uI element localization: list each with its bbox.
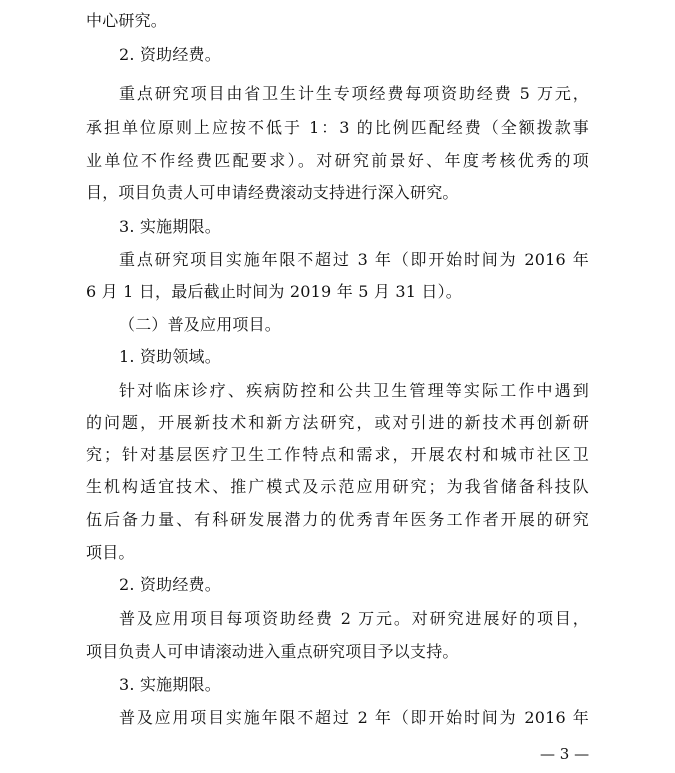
text-line: 普及应用项目每项资助经费 2 万元。对研究进展好的项目，: [119, 609, 589, 628]
text-line: 目，项目负责人可申请经费滚动支持进行深入研究。: [86, 183, 459, 202]
section-heading: 2. 资助经费。: [119, 45, 221, 64]
text-line: 6 月 1 日，最后截止时间为 2019 年 5 月 31 日）。: [86, 282, 462, 301]
subsection-heading: （二）普及应用项目。: [119, 315, 282, 334]
text-line: 伍后备力量、有科研发展潜力的优秀青年医务工作者开展的研究: [86, 510, 589, 529]
text-line: 承担单位原则上应按不低于 1：3 的比例匹配经费（全额拨款事: [86, 118, 589, 137]
text-line: 中心研究。: [86, 11, 168, 30]
section-heading: 3. 实施期限。: [119, 675, 221, 694]
text-line: 项目负责人可申请滚动进入重点研究项目予以支持。: [86, 642, 459, 661]
section-heading: 2. 资助经费。: [119, 575, 221, 594]
text-line: 重点研究项目由省卫生计生专项经费每项资助经费 5 万元，: [119, 84, 589, 103]
text-line: 的问题，开展新技术和新方法研究，或对引进的新技术再创新研: [86, 413, 589, 432]
text-line: 普及应用项目实施年限不超过 2 年（即开始时间为 2016 年: [119, 708, 589, 727]
text-line: 重点研究项目实施年限不超过 3 年（即开始时间为 2016 年: [119, 250, 589, 269]
page-number: — 3 —: [540, 745, 590, 763]
text-line: 生机构适宜技术、推广模式及示范应用研究；为我省储备科技队: [86, 477, 589, 496]
text-line: 项目。: [86, 543, 135, 562]
section-heading: 1. 资助领域。: [119, 347, 221, 366]
text-line: 针对临床诊疗、疾病防控和公共卫生管理等实际工作中遇到: [119, 381, 589, 400]
section-heading: 3. 实施期限。: [119, 217, 221, 236]
text-line: 业单位不作经费匹配要求）。对研究前景好、年度考核优秀的项: [86, 151, 589, 170]
text-line: 究；针对基层医疗卫生工作特点和需求，开展农村和城市社区卫: [86, 445, 589, 464]
